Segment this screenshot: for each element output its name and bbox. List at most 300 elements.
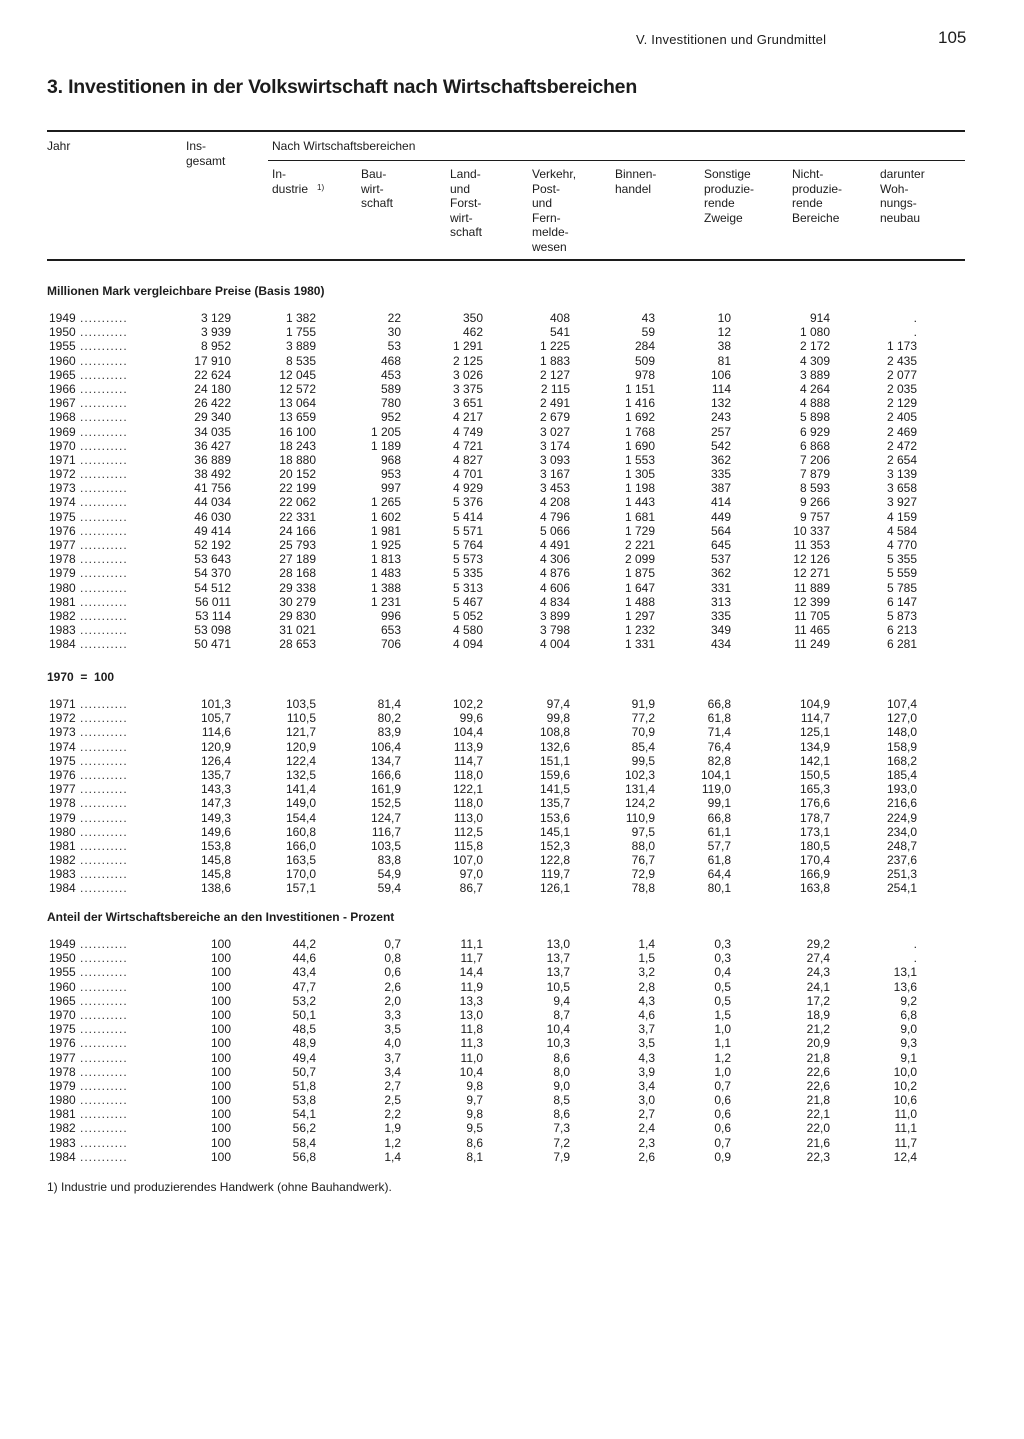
wohnungsneubau-cell: 234,0 bbox=[886, 824, 917, 839]
land-forst-cell: 14,4 bbox=[459, 965, 483, 980]
binnenhandel-cell: 1 647 bbox=[624, 580, 655, 595]
sonstige-cell: 331 bbox=[710, 580, 731, 595]
year-cell: 1983 bbox=[49, 867, 76, 882]
wohnungsneubau-cell: 13,6 bbox=[893, 979, 917, 994]
sonstige-cell: 434 bbox=[710, 637, 731, 652]
insgesamt-cell: 29 340 bbox=[194, 410, 231, 425]
industrie-cell: 110,5 bbox=[286, 711, 316, 726]
verkehr-cell: 108,8 bbox=[539, 725, 570, 740]
land-forst-cell: 9,8 bbox=[466, 1107, 483, 1122]
land-forst-cell: 4 217 bbox=[452, 410, 483, 425]
wohnungsneubau-cell: 10,6 bbox=[893, 1093, 917, 1108]
verkehr-cell: 1 225 bbox=[539, 339, 570, 354]
binnenhandel-cell: 1 875 bbox=[624, 566, 655, 581]
industrie-cell: 47,7 bbox=[292, 979, 316, 994]
leader-dots: ........... bbox=[80, 608, 128, 623]
nichtproduzierende-cell: 22,6 bbox=[806, 1078, 830, 1093]
insgesamt-cell: 8 952 bbox=[200, 339, 231, 354]
bauwirtschaft-cell: 83,9 bbox=[377, 725, 401, 740]
year-cell: 1973 bbox=[49, 481, 76, 496]
binnenhandel-cell: 76,7 bbox=[631, 853, 655, 868]
binnenhandel-cell: 3,2 bbox=[638, 965, 655, 980]
header-bottom-rule bbox=[47, 259, 965, 261]
insgesamt-cell: 100 bbox=[210, 1078, 231, 1093]
bauwirtschaft-cell: 81,4 bbox=[377, 697, 401, 711]
binnenhandel-cell: 2,6 bbox=[638, 1149, 655, 1164]
industrie-cell: 24 166 bbox=[279, 523, 316, 538]
binnenhandel-cell: 102,3 bbox=[624, 767, 655, 782]
nichtproduzierende-cell: 9 757 bbox=[799, 509, 830, 524]
insgesamt-cell: 34 035 bbox=[194, 424, 231, 439]
wohnungsneubau-cell: 4 770 bbox=[886, 538, 917, 552]
industrie-cell: 43,4 bbox=[292, 965, 316, 980]
bauwirtschaft-cell: 653 bbox=[380, 623, 401, 638]
year-cell: 1984 bbox=[49, 881, 76, 896]
insgesamt-cell: 56 011 bbox=[195, 594, 231, 609]
nichtproduzierende-cell: 8 593 bbox=[799, 481, 830, 496]
col-head-land-forst: Land- und Forst- wirt- schaft bbox=[450, 167, 483, 239]
verkehr-cell: 10,5 bbox=[546, 979, 570, 994]
bauwirtschaft-cell: 706 bbox=[380, 637, 401, 652]
nichtproduzierende-cell: 4 309 bbox=[799, 353, 830, 368]
industrie-cell: 29 338 bbox=[279, 580, 316, 595]
verkehr-cell: 10,4 bbox=[546, 1022, 570, 1037]
wohnungsneubau-cell: 9,3 bbox=[900, 1036, 917, 1051]
insgesamt-cell: 145,8 bbox=[200, 867, 231, 882]
land-forst-cell: 118,0 bbox=[453, 767, 483, 782]
industrie-cell: 53,8 bbox=[292, 1093, 316, 1108]
leader-dots: ........... bbox=[80, 594, 128, 609]
bauwirtschaft-cell: 134,7 bbox=[370, 753, 401, 768]
nichtproduzierende-cell: 7 206 bbox=[799, 452, 830, 467]
verkehr-cell: 151,1 bbox=[539, 753, 570, 768]
land-forst-cell: 9,5 bbox=[466, 1121, 483, 1136]
binnenhandel-cell: 1 488 bbox=[624, 594, 655, 609]
leader-dots: ........... bbox=[80, 697, 128, 711]
land-forst-cell: 13,0 bbox=[459, 1007, 483, 1022]
binnenhandel-cell: 77,2 bbox=[631, 711, 655, 726]
nichtproduzierende-cell: 21,8 bbox=[806, 1093, 830, 1108]
nichtproduzierende-cell: 165,3 bbox=[799, 782, 830, 797]
insgesamt-cell: 100 bbox=[210, 1149, 231, 1164]
insgesamt-cell: 114,6 bbox=[201, 725, 231, 740]
leader-dots: ........... bbox=[80, 580, 128, 595]
wohnungsneubau-cell: 193,0 bbox=[886, 782, 917, 797]
nichtproduzierende-cell: 10 337 bbox=[793, 523, 830, 538]
leader-dots: ........... bbox=[80, 623, 128, 638]
col-head-nichtproduzierende: Nicht- produzie- rende Bereiche bbox=[792, 167, 843, 225]
nichtproduzierende-cell: 22,3 bbox=[806, 1149, 830, 1164]
binnenhandel-cell: 2 221 bbox=[624, 538, 655, 552]
binnenhandel-cell: 99,5 bbox=[631, 753, 655, 768]
bauwirtschaft-cell: 22 bbox=[387, 311, 401, 325]
year-cell: 1960 bbox=[49, 979, 76, 994]
industrie-cell: 157,1 bbox=[285, 881, 316, 896]
year-cell: 1949 bbox=[49, 937, 76, 951]
year-cell: 1980 bbox=[49, 1093, 76, 1108]
leader-dots: ........... bbox=[80, 979, 128, 994]
land-forst-cell: 113,9 bbox=[453, 739, 483, 754]
nichtproduzierende-cell: 7 879 bbox=[799, 467, 830, 482]
industrie-cell: 44,6 bbox=[292, 951, 316, 966]
binnenhandel-cell: 59 bbox=[641, 325, 655, 340]
insgesamt-cell: 100 bbox=[210, 965, 231, 980]
bauwirtschaft-cell: 59,4 bbox=[377, 881, 401, 896]
nichtproduzierende-cell: 180,5 bbox=[799, 838, 830, 853]
leader-dots: ........... bbox=[80, 410, 128, 425]
insgesamt-cell: 100 bbox=[210, 937, 231, 951]
land-forst-cell: 104,4 bbox=[452, 725, 483, 740]
bauwirtschaft-cell: 2,6 bbox=[384, 979, 401, 994]
nichtproduzierende-cell: 134,9 bbox=[799, 739, 830, 754]
sonstige-cell: 64,4 bbox=[707, 867, 731, 882]
bauwirtschaft-cell: 106,4 bbox=[370, 739, 401, 754]
bauwirtschaft-cell: 83,8 bbox=[377, 853, 401, 868]
year-cell: 1965 bbox=[49, 367, 76, 382]
binnenhandel-cell: 2,8 bbox=[638, 979, 655, 994]
sonstige-cell: 119,0 bbox=[701, 782, 731, 797]
binnenhandel-cell: 72,9 bbox=[631, 867, 655, 882]
sonstige-cell: 132 bbox=[710, 396, 731, 411]
bauwirtschaft-cell: 0,7 bbox=[384, 937, 401, 951]
wohnungsneubau-cell: . bbox=[913, 325, 917, 340]
nichtproduzierende-cell: 12 271 bbox=[793, 566, 830, 581]
year-cell: 1966 bbox=[49, 381, 76, 396]
binnenhandel-cell: 284 bbox=[634, 339, 655, 354]
year-cell: 1976 bbox=[49, 767, 76, 782]
insgesamt-cell: 54 370 bbox=[194, 566, 231, 581]
leader-dots: ........... bbox=[80, 325, 128, 340]
bauwirtschaft-cell: 589 bbox=[380, 381, 401, 396]
year-cell: 1975 bbox=[49, 509, 76, 524]
industrie-cell: 154,4 bbox=[285, 810, 316, 825]
insgesamt-cell: 100 bbox=[210, 1107, 231, 1122]
sonstige-cell: 0,5 bbox=[714, 979, 731, 994]
industrie-cell: 28 168 bbox=[279, 566, 316, 581]
sonstige-cell: 0,7 bbox=[714, 1078, 731, 1093]
verkehr-cell: 2 127 bbox=[539, 367, 570, 382]
sonstige-cell: 1,2 bbox=[714, 1050, 731, 1065]
wohnungsneubau-cell: 11,0 bbox=[894, 1107, 917, 1122]
leader-dots: ........... bbox=[80, 1078, 128, 1093]
industrie-cell: 53,2 bbox=[292, 993, 316, 1008]
industrie-cell: 44,2 bbox=[292, 937, 316, 951]
wohnungsneubau-cell: 3 927 bbox=[886, 495, 917, 510]
binnenhandel-cell: 1 692 bbox=[624, 410, 655, 425]
leader-dots: ........... bbox=[80, 637, 128, 652]
verkehr-cell: 8,6 bbox=[553, 1050, 570, 1065]
binnenhandel-cell: 1 297 bbox=[624, 608, 655, 623]
verkehr-cell: 4 796 bbox=[539, 509, 570, 524]
nichtproduzierende-cell: 12 126 bbox=[793, 552, 830, 567]
industrie-cell: 49,4 bbox=[292, 1050, 316, 1065]
bauwirtschaft-cell: 1,2 bbox=[384, 1135, 401, 1150]
land-forst-cell: 5 414 bbox=[452, 509, 483, 524]
bauwirtschaft-cell: 453 bbox=[380, 367, 401, 382]
wohnungsneubau-cell: 251,3 bbox=[886, 867, 917, 882]
leader-dots: ........... bbox=[80, 481, 128, 496]
sonstige-cell: 449 bbox=[710, 509, 731, 524]
sonstige-cell: 61,8 bbox=[707, 711, 731, 726]
year-cell: 1970 bbox=[49, 1007, 76, 1022]
year-cell: 1982 bbox=[49, 1121, 76, 1136]
sonstige-cell: 82,8 bbox=[707, 753, 731, 768]
industrie-cell: 29 830 bbox=[279, 608, 316, 623]
binnenhandel-cell: 4,3 bbox=[638, 993, 655, 1008]
footnote-marker: 1) bbox=[317, 183, 325, 192]
bauwirtschaft-cell: 780 bbox=[380, 396, 401, 411]
binnenhandel-cell: 1 331 bbox=[624, 637, 655, 652]
sonstige-cell: 0,5 bbox=[714, 993, 731, 1008]
col-head-group: Nach Wirtschaftsbereichen bbox=[272, 139, 416, 153]
year-cell: 1981 bbox=[49, 594, 76, 609]
leader-dots: ........... bbox=[80, 711, 128, 726]
verkehr-cell: 3 453 bbox=[539, 481, 570, 496]
year-cell: 1974 bbox=[49, 495, 76, 510]
wohnungsneubau-cell: . bbox=[913, 951, 917, 966]
col-head-sonstige: Sonstige produzie- rende Zweige bbox=[704, 167, 755, 225]
wohnungsneubau-cell: 4 584 bbox=[886, 523, 917, 538]
nichtproduzierende-cell: 11 705 bbox=[794, 608, 830, 623]
leader-dots: ........... bbox=[80, 881, 128, 896]
insgesamt-cell: 138,6 bbox=[200, 881, 231, 896]
nichtproduzierende-cell: 173,1 bbox=[799, 824, 830, 839]
insgesamt-cell: 26 422 bbox=[194, 396, 231, 411]
binnenhandel-cell: 1,4 bbox=[638, 937, 655, 951]
binnenhandel-cell: 85,4 bbox=[631, 739, 655, 754]
bauwirtschaft-cell: 161,9 bbox=[370, 782, 401, 797]
wohnungsneubau-cell: 2 129 bbox=[886, 396, 917, 411]
sonstige-cell: 387 bbox=[710, 481, 731, 496]
industrie-cell: 20 152 bbox=[279, 467, 316, 482]
verkehr-cell: 4 834 bbox=[539, 594, 570, 609]
verkehr-cell: 408 bbox=[549, 311, 570, 325]
binnenhandel-cell: 4,6 bbox=[638, 1007, 655, 1022]
nichtproduzierende-cell: 170,4 bbox=[799, 853, 830, 868]
sonstige-cell: 71,4 bbox=[707, 725, 731, 740]
bauwirtschaft-cell: 2,7 bbox=[384, 1078, 401, 1093]
sonstige-cell: 362 bbox=[710, 566, 731, 581]
binnenhandel-cell: 3,7 bbox=[638, 1022, 655, 1037]
year-cell: 1982 bbox=[49, 608, 76, 623]
verkehr-cell: 132,6 bbox=[539, 739, 570, 754]
wohnungsneubau-cell: 2 469 bbox=[886, 424, 917, 439]
industrie-cell: 51,8 bbox=[292, 1078, 316, 1093]
industrie-cell: 132,5 bbox=[285, 767, 316, 782]
insgesamt-cell: 24 180 bbox=[194, 381, 231, 396]
nichtproduzierende-cell: 114,7 bbox=[800, 711, 830, 726]
bauwirtschaft-cell: 3,4 bbox=[384, 1064, 401, 1079]
industrie-cell: 18 880 bbox=[279, 452, 316, 467]
col-head-wohnungsneubau: darunter Woh- nungs- neubau bbox=[880, 167, 925, 225]
wohnungsneubau-cell: 237,6 bbox=[886, 853, 917, 868]
binnenhandel-cell: 124,2 bbox=[624, 796, 655, 811]
year-cell: 1976 bbox=[49, 523, 76, 538]
year-cell: 1972 bbox=[49, 467, 76, 482]
leader-dots: ........... bbox=[80, 552, 128, 567]
year-cell: 1980 bbox=[49, 824, 76, 839]
leader-dots: ........... bbox=[80, 452, 128, 467]
land-forst-cell: 2 125 bbox=[452, 353, 483, 368]
verkehr-cell: 135,7 bbox=[539, 796, 570, 811]
year-cell: 1978 bbox=[49, 552, 76, 567]
sonstige-cell: 106 bbox=[710, 367, 731, 382]
leader-dots: ........... bbox=[80, 438, 128, 453]
verkehr-cell: 2 491 bbox=[539, 396, 570, 411]
nichtproduzierende-cell: 4 264 bbox=[799, 381, 830, 396]
nichtproduzierende-cell: 4 888 bbox=[799, 396, 830, 411]
land-forst-cell: 8,1 bbox=[466, 1149, 483, 1164]
table-title: 3. Investitionen in der Volkswirtschaft nach Wirtschaftsbereichen bbox=[47, 76, 638, 98]
leader-dots: ........... bbox=[80, 739, 128, 754]
nichtproduzierende-cell: 178,7 bbox=[799, 810, 830, 825]
nichtproduzierende-cell: 125,1 bbox=[799, 725, 830, 740]
verkehr-cell: 7,3 bbox=[553, 1121, 570, 1136]
bauwirtschaft-cell: 2,5 bbox=[384, 1093, 401, 1108]
insgesamt-cell: 46 030 bbox=[194, 509, 231, 524]
year-cell: 1975 bbox=[49, 1022, 76, 1037]
land-forst-cell: 5 467 bbox=[452, 594, 483, 609]
land-forst-cell: 462 bbox=[462, 325, 483, 340]
industrie-cell: 141,4 bbox=[285, 782, 316, 797]
sonstige-cell: 257 bbox=[710, 424, 731, 439]
running-head: V. Investitionen und Grundmittel bbox=[636, 32, 827, 47]
binnenhandel-cell: 1 151 bbox=[624, 381, 655, 396]
land-forst-cell: 97,0 bbox=[459, 867, 483, 882]
year-cell: 1955 bbox=[49, 965, 76, 980]
verkehr-cell: 9,4 bbox=[553, 993, 570, 1008]
sonstige-cell: 61,1 bbox=[707, 824, 731, 839]
land-forst-cell: 10,4 bbox=[459, 1064, 483, 1079]
insgesamt-cell: 100 bbox=[210, 1007, 231, 1022]
binnenhandel-cell: 1 232 bbox=[624, 623, 655, 638]
sonstige-cell: 349 bbox=[710, 623, 731, 638]
bauwirtschaft-cell: 1 813 bbox=[370, 552, 401, 567]
leader-dots: ........... bbox=[80, 725, 128, 740]
land-forst-cell: 5 052 bbox=[452, 608, 483, 623]
sonstige-cell: 335 bbox=[710, 608, 731, 623]
wohnungsneubau-cell: 148,0 bbox=[886, 725, 917, 740]
land-forst-cell: 5 571 bbox=[452, 523, 483, 538]
year-cell: 1977 bbox=[49, 782, 76, 797]
wohnungsneubau-cell: 127,0 bbox=[886, 711, 917, 726]
bauwirtschaft-cell: 3,7 bbox=[384, 1050, 401, 1065]
sonstige-cell: 542 bbox=[710, 438, 731, 453]
verkehr-cell: 3 027 bbox=[539, 424, 570, 439]
industrie-cell: 48,5 bbox=[292, 1022, 316, 1037]
sonstige-cell: 66,8 bbox=[707, 697, 731, 711]
nichtproduzierende-cell: 20,9 bbox=[806, 1036, 830, 1051]
leader-dots: ........... bbox=[80, 1107, 128, 1122]
land-forst-cell: 9,8 bbox=[466, 1078, 483, 1093]
year-cell: 1982 bbox=[49, 853, 76, 868]
verkehr-cell: 3 798 bbox=[539, 623, 570, 638]
sonstige-cell: 66,8 bbox=[707, 810, 731, 825]
wohnungsneubau-cell: 5 785 bbox=[886, 580, 917, 595]
bauwirtschaft-cell: 2,0 bbox=[384, 993, 401, 1008]
leader-dots: ........... bbox=[80, 495, 128, 510]
verkehr-cell: 4 876 bbox=[539, 566, 570, 581]
nichtproduzierende-cell: 21,6 bbox=[806, 1135, 830, 1150]
insgesamt-cell: 53 114 bbox=[195, 608, 231, 623]
land-forst-cell: 4 580 bbox=[452, 623, 483, 638]
year-cell: 1971 bbox=[49, 697, 76, 711]
year-cell: 1979 bbox=[49, 810, 76, 825]
verkehr-cell: 13,7 bbox=[546, 951, 570, 966]
bauwirtschaft-cell: 1 981 bbox=[370, 523, 401, 538]
year-cell: 1980 bbox=[49, 580, 76, 595]
insgesamt-cell: 53 643 bbox=[194, 552, 231, 567]
group-rule bbox=[268, 160, 965, 161]
wohnungsneubau-cell: 5 355 bbox=[886, 552, 917, 567]
leader-dots: ........... bbox=[80, 1121, 128, 1136]
wohnungsneubau-cell: 11,1 bbox=[894, 1121, 917, 1136]
verkehr-cell: 13,0 bbox=[546, 937, 570, 951]
wohnungsneubau-cell: 248,7 bbox=[886, 838, 917, 853]
leader-dots: ........... bbox=[80, 339, 128, 354]
verkehr-cell: 8,5 bbox=[553, 1093, 570, 1108]
wohnungsneubau-cell: 11,7 bbox=[894, 1135, 917, 1150]
nichtproduzierende-cell: 1 080 bbox=[799, 325, 830, 340]
industrie-cell: 160,8 bbox=[285, 824, 316, 839]
nichtproduzierende-cell: 24,1 bbox=[806, 979, 830, 994]
insgesamt-cell: 135,7 bbox=[200, 767, 231, 782]
wohnungsneubau-cell: 2 435 bbox=[886, 353, 917, 368]
sonstige-cell: 0,6 bbox=[714, 1121, 731, 1136]
nichtproduzierende-cell: 11 249 bbox=[794, 637, 830, 652]
bauwirtschaft-cell: 1 388 bbox=[370, 580, 401, 595]
sonstige-cell: 80,1 bbox=[707, 881, 731, 896]
sonstige-cell: 537 bbox=[710, 552, 731, 567]
nichtproduzierende-cell: 18,9 bbox=[806, 1007, 830, 1022]
land-forst-cell: 107,0 bbox=[452, 853, 483, 868]
binnenhandel-cell: 91,9 bbox=[631, 697, 655, 711]
insgesamt-cell: 53 098 bbox=[194, 623, 231, 638]
wohnungsneubau-cell: 4 159 bbox=[886, 509, 917, 524]
industrie-cell: 50,7 bbox=[292, 1064, 316, 1079]
bauwirtschaft-cell: 952 bbox=[380, 410, 401, 425]
wohnungsneubau-cell: 12,4 bbox=[893, 1149, 917, 1164]
industrie-cell: 163,5 bbox=[285, 853, 316, 868]
bauwirtschaft-cell: 4,0 bbox=[384, 1036, 401, 1051]
industrie-cell: 31 021 bbox=[279, 623, 316, 638]
bauwirtschaft-cell: 968 bbox=[380, 452, 401, 467]
industrie-cell: 1 755 bbox=[285, 325, 316, 340]
insgesamt-cell: 153,8 bbox=[200, 838, 231, 853]
binnenhandel-cell: 1 681 bbox=[624, 509, 655, 524]
sonstige-cell: 99,1 bbox=[707, 796, 731, 811]
bauwirtschaft-cell: 1 602 bbox=[370, 509, 401, 524]
nichtproduzierende-cell: 6 868 bbox=[799, 438, 830, 453]
leader-dots: ........... bbox=[80, 566, 128, 581]
bauwirtschaft-cell: 1,9 bbox=[384, 1121, 401, 1136]
insgesamt-cell: 49 414 bbox=[194, 523, 231, 538]
wohnungsneubau-cell: 9,1 bbox=[900, 1050, 917, 1065]
insgesamt-cell: 100 bbox=[210, 1093, 231, 1108]
insgesamt-cell: 38 492 bbox=[194, 467, 231, 482]
land-forst-cell: 4 094 bbox=[452, 637, 483, 652]
insgesamt-cell: 100 bbox=[210, 993, 231, 1008]
leader-dots: ........... bbox=[80, 937, 128, 951]
sonstige-cell: 362 bbox=[710, 452, 731, 467]
leader-dots: ........... bbox=[80, 993, 128, 1008]
wohnungsneubau-cell: 216,6 bbox=[886, 796, 917, 811]
land-forst-cell: 5 376 bbox=[452, 495, 483, 510]
industrie-cell: 121,7 bbox=[285, 725, 316, 740]
verkehr-cell: 7,2 bbox=[553, 1135, 570, 1150]
verkehr-cell: 5 066 bbox=[539, 523, 570, 538]
leader-dots: ........... bbox=[80, 1007, 128, 1022]
